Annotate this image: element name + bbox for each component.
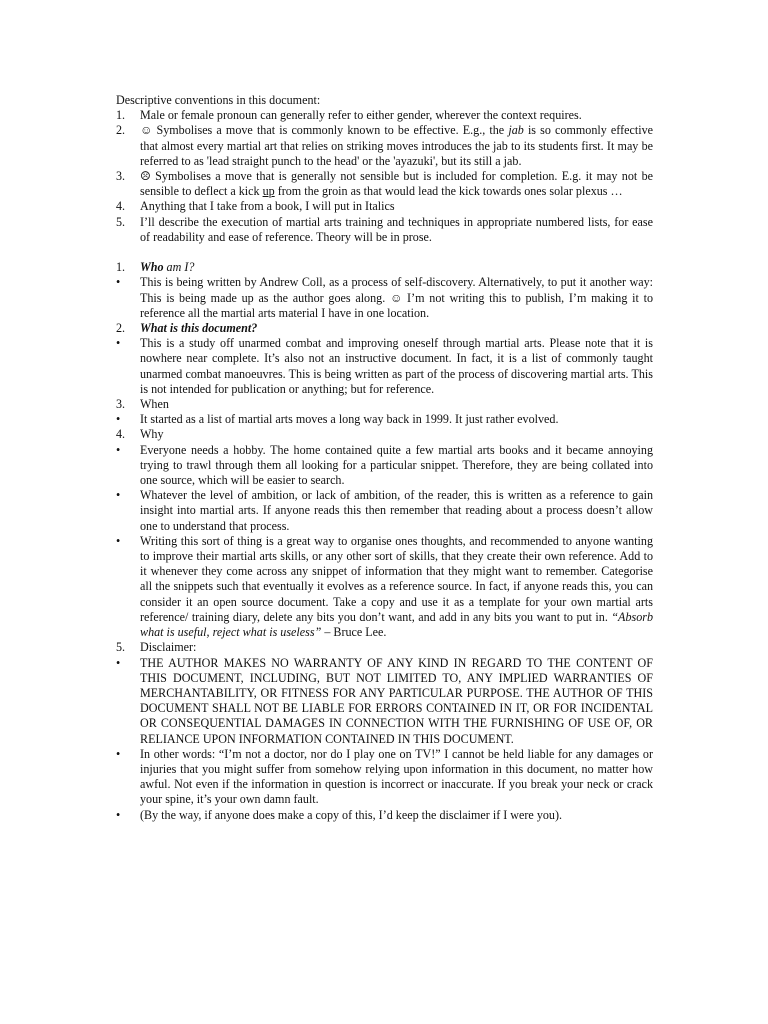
bullet-text: It started as a list of martial arts moves a long way back in 1999. It just rather evolved. bbox=[140, 412, 559, 427]
section-heading bbox=[116, 397, 653, 412]
list-number: 3. bbox=[116, 397, 126, 412]
heading-text: When bbox=[140, 397, 169, 412]
bullet-text: Writing this sort of thing is a great way to organise ones thoughts, and recommended to anyone wanting to improve their martial arts skills, or any other sort of skills, that they create their own reference. Add to it whenever they come across any snippet of information that they might want to remember. Categorise all the snippets such that eventually it evolves as a reference source. In fact, if anyone reads this, you can consider it an open source document. Take a copy and use it as a template for your own martial arts reference/ training diary, delete any bits you don’t want, and add in any bits you want to put in. bbox=[140, 533, 653, 624]
convention-item bbox=[116, 199, 653, 214]
section-heading bbox=[116, 321, 653, 336]
convention-text: ☺ Symbolises a move that is commonly known to be effective. E.g., the bbox=[140, 123, 509, 138]
bullet-text: This is a study off unarmed combat and improving oneself through martial arts. Please note that it is nowhere near complete. It’s also not an instructive document. In fact, it is a list of commonly taught unarmed combat manoeuvres. This is being written as part of the process of discovering martial arts. This is not intended for publication or anything; but for reference. bbox=[140, 336, 653, 396]
bullet-icon: • bbox=[116, 442, 121, 457]
list-number: 5. bbox=[116, 214, 126, 229]
italic-term: jab bbox=[508, 123, 524, 138]
bullet-item bbox=[116, 808, 653, 823]
document-body bbox=[116, 93, 653, 823]
convention-item bbox=[116, 215, 653, 245]
bullet-icon: • bbox=[116, 746, 121, 761]
heading-text: Disclaimer: bbox=[140, 640, 197, 655]
bullet-icon: • bbox=[116, 275, 121, 290]
list-number: 1. bbox=[116, 260, 126, 275]
list-number: 2. bbox=[116, 321, 126, 336]
underlined-word: up bbox=[262, 184, 275, 199]
list-number: 2. bbox=[116, 123, 126, 138]
convention-item bbox=[116, 169, 653, 199]
heading-text: What is this document? bbox=[140, 321, 258, 336]
section-heading bbox=[116, 640, 653, 655]
bullet-item bbox=[116, 534, 653, 640]
bullet-item bbox=[116, 443, 653, 489]
bullet-item bbox=[116, 275, 653, 321]
section-heading bbox=[116, 260, 653, 275]
bullet-item bbox=[116, 656, 653, 747]
heading-bold: Who bbox=[140, 260, 164, 275]
section-heading bbox=[116, 427, 653, 442]
quote-text: “Absorb what is useful, reject what is useless” bbox=[140, 609, 653, 640]
bullet-item bbox=[116, 336, 653, 397]
list-number: 1. bbox=[116, 108, 126, 123]
bullet-item bbox=[116, 747, 653, 808]
convention-text: is so commonly effective that almost every martial art that relies on striking moves introduces the jab to its students first. It may be referred to as 'lead straight punch to the head' or the 'ayazuki', but its still a jab. bbox=[140, 123, 654, 168]
list-number: 5. bbox=[116, 640, 126, 655]
bullet-item bbox=[116, 488, 653, 534]
convention-item bbox=[116, 123, 653, 169]
convention-text: from the groin as that would lead the kick towards ones solar plexus … bbox=[274, 184, 623, 199]
spacer bbox=[116, 245, 653, 260]
bullet-item bbox=[116, 412, 653, 427]
quote-attribution: – Bruce Lee. bbox=[321, 625, 387, 640]
bullet-icon: • bbox=[116, 412, 121, 427]
bullet-text: Everyone needs a hobby. The home contained quite a few martial arts books and it became annoying trying to trawl through them all looking for a particular snippet. Therefore, they are being collated into one source, which will be easier to search. bbox=[140, 442, 653, 488]
bullet-icon: • bbox=[116, 655, 121, 670]
convention-text: I’ll describe the execution of martial arts training and techniques in appropriate numbered lists, for ease of readability and ease of reference. Theory will be in prose. bbox=[140, 214, 653, 244]
bullet-icon: • bbox=[116, 488, 121, 503]
convention-text: Male or female pronoun can generally refer to either gender, wherever the context requires. bbox=[140, 108, 582, 123]
bullet-text: Whatever the level of ambition, or lack of ambition, of the reader, this is written as a reference to gain insight into martial arts. If anyone reads this then remember that reading about a process doesn’t allow one to understand that process. bbox=[140, 488, 653, 533]
conventions-intro: Descriptive conventions in this document: bbox=[116, 93, 321, 107]
list-number: 4. bbox=[116, 427, 126, 442]
bullet-icon: • bbox=[116, 336, 121, 351]
bullet-icon: • bbox=[116, 807, 121, 822]
bullet-text: (By the way, if anyone does make a copy of this, I’d keep the disclaimer if I were you). bbox=[140, 807, 563, 822]
heading-italic: am I? bbox=[163, 260, 195, 275]
convention-text: ☹ Symbolises a move that is generally not sensible but is included for completion. E.g. it may not be sensible to deflect a kick bbox=[140, 169, 653, 199]
disclaimer-text: THE AUTHOR MAKES NO WARRANTY OF ANY KIND IN REGARD TO THE CONTENT OF THIS DOCUMENT, INCLUDING, BUT NOT LIMITED TO, ANY IMPLIED WARRANTIES OF MERCHANTABILITY, OR FITNESS FOR ANY PARTICULAR PURPOSE. THE AUTHOR OF THIS DOCUMENT SHALL NOT BE LIABLE FOR ERRORS CONTAINED IN IT, OR FOR INCIDENTAL OR CONSEQUENTIAL DAMAGES IN CONNECTION WITH THE FURNISHING OF USE OF, OR RELIANCE UPON INFORMATION CONTAINED IN THIS DOCUMENT. bbox=[140, 655, 653, 746]
convention-item bbox=[116, 108, 653, 123]
list-number: 3. bbox=[116, 169, 126, 184]
bullet-icon: • bbox=[116, 533, 121, 548]
bullet-text: In other words: “I’m not a doctor, nor do I play one on TV!” I cannot be held liable for any damages or injuries that you might suffer from somehow relying upon information in this document, no matter how awful. Not even if the information in question is incorrect or inaccurate. If you break your neck or crack your spine, it’s your own damn fault. bbox=[140, 746, 653, 807]
list-number: 4. bbox=[116, 199, 126, 214]
heading-text: Why bbox=[140, 427, 164, 442]
convention-text: Anything that I take from a book, I will put in Italics bbox=[140, 199, 395, 214]
bullet-text: This is being written by Andrew Coll, as a process of self-discovery. Alternatively, to put it another way: This is being made up as the author goes along. ☺ I’m not writing this to publish, I’m making it to reference all the martial arts material I have in one location. bbox=[140, 275, 653, 320]
